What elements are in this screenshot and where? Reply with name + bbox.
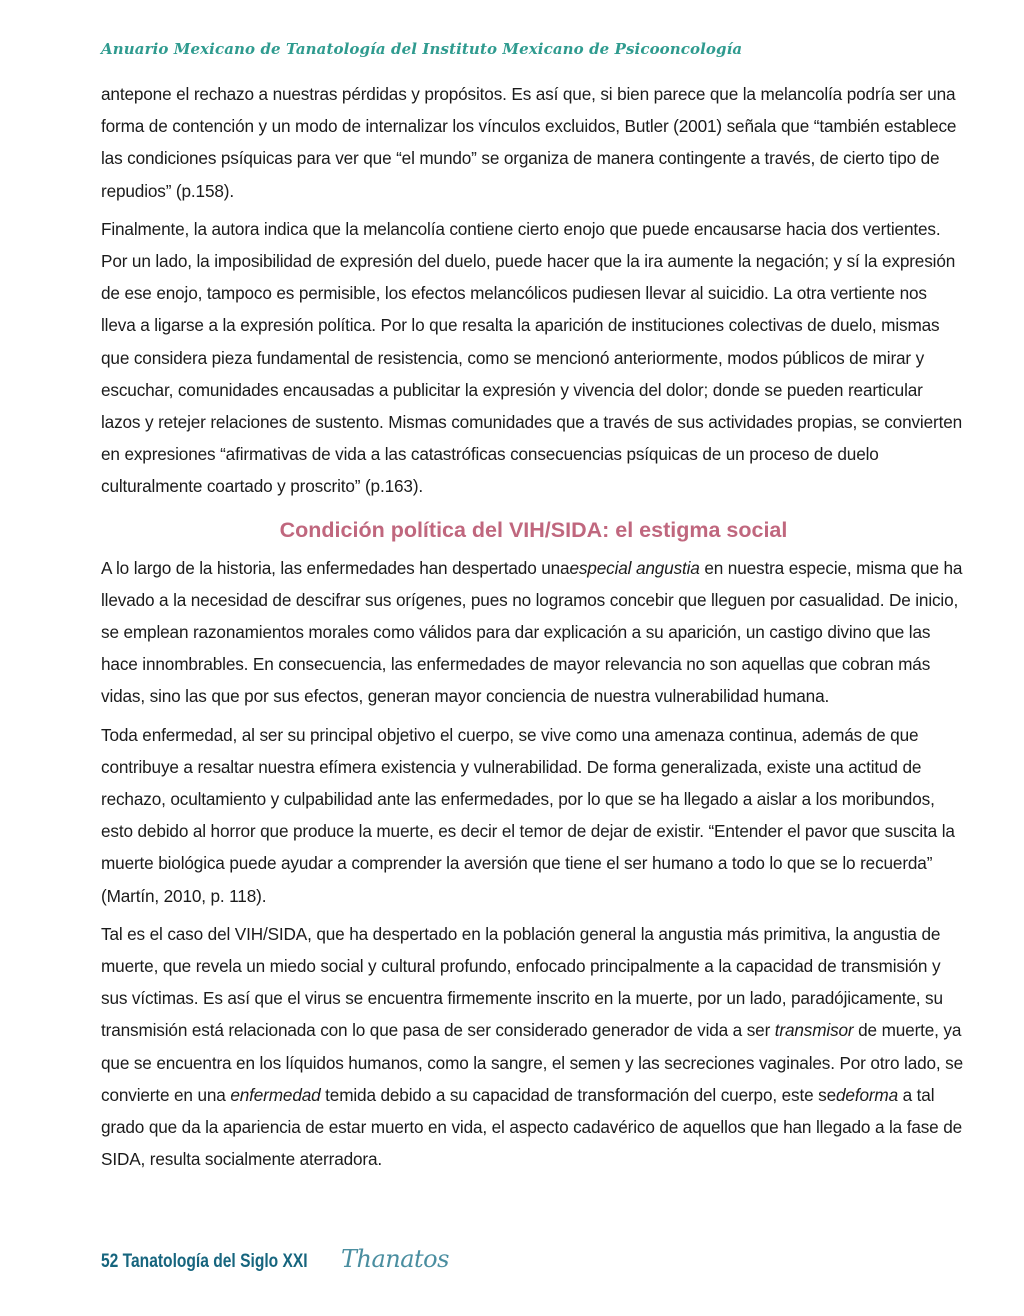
paragraph-3-emphasis: especial angustia <box>569 557 700 578</box>
paragraph-3-text-a: A lo largo de la historia, las enfermedades han despertado una <box>101 557 570 578</box>
paragraph-5-emphasis-enfermedad: enfermedad <box>230 1084 321 1105</box>
page-number-label: 52 Tanatología del Siglo XXI <box>101 1251 308 1272</box>
paragraph-5-emphasis-transmisor: transmisor <box>774 1020 854 1041</box>
paragraph-5-emphasis-deforma: deforma <box>836 1084 899 1105</box>
page-footer <box>101 1245 449 1273</box>
paragraph-3-text-b: en nuestra especie, misma que ha llevado a la necesidad de descifrar sus orígenes, pues no logramos concebir que lleguen por casualidad. De inicio, se emplean razonamientos morales como válidos para dar explicación a su aparición, un castigo divino que las hace innombrables. En consecuencia, las enfermedades de mayor relevancia no son aquellas que cobran más vidas, sino las que por sus efectos, generan mayor conciencia de nuestra vulnerabilidad humana. <box>101 557 963 707</box>
section-title: Condición política del VIH/SIDA: el estigma social <box>279 517 788 542</box>
paragraph-5-text-b: de muerte, ya que se encuentra en los líquidos humanos, como la sangre, el semen y las secreciones vaginales. Por otro lado, se convierte en una <box>101 1020 964 1105</box>
paragraph-1: antepone el rechazo a nuestras pérdidas y propósitos. Es así que, si bien parece que la melancolía podría ser una forma de contención y un modo de internalizar los vínculos excluidos, Butler (2001) señala que “también establece las condiciones psíquicas para ver que “el mundo” se organiza de manera contingente a través, de cierto tipo de repudios” (p.158). <box>101 84 957 201</box>
paragraph-5 <box>101 918 966 1176</box>
paragraph-3 <box>101 552 966 713</box>
paragraph-5-text-c: temida debido a su capacidad de transformación del cuerpo, este se <box>320 1084 836 1105</box>
paragraph-5-text-d: a tal grado que da la apariencia de estar muerto en vida, el aspecto cadavérico de aquellos que han llegado a la fase de SIDA, resulta socialmente aterradora. <box>101 1084 963 1170</box>
paragraph-4: Toda enfermedad, al ser su principal objetivo el cuerpo, se vive como una amenaza continua, además de que contribuye a resaltar nuestra efímera existencia y vulnerabilidad. De forma generalizada, existe una actitud de rechazo, ocultamiento y culpabilidad ante las enfermedades, por lo que se ha llegado a aislar a los moribundos, esto debido al horror que produce la muerte, es decir el temor de dejar de existir. “Entender el pavor que suscita la muerte biológica puede ayudar a comprender la aversión que tiene el ser humano a todo lo que se lo recuerda” (Martín, 2010, p. 118). <box>101 724 955 906</box>
article-body <box>101 78 966 1182</box>
running-header: Anuario Mexicano de Tanatología del Instituto Mexicano de Psicooncología <box>101 40 743 58</box>
thanatos-logo: Thanatos <box>340 1245 449 1273</box>
paragraph-2: Finalmente, la autora indica que la melancolía contiene cierto enojo que puede encausarse hacia dos vertientes. Por un lado, la imposibilidad de expresión del duelo, puede hacer que la ira aumente la negación; y sí la expresión de ese enojo, tampoco es permisible, los efectos melancólicos pudiesen llevar al suicidio. La otra vertiente nos lleva a ligarse a la expresión política. Por lo que resalta la aparición de instituciones colectivas de duelo, mismas que considera pieza fundamental de resistencia, como se mencionó anteriormente, modos públicos de mirar y escuchar, comunidades encausadas a publicitar la expresión y vivencia del dolor; donde se pueden rearticular lazos y retejer relaciones de sustento. Mismas comunidades que a través de sus actividades propias, se convierten en expresiones “afirmativas de vida a las catastróficas consecuencias psíquicas de un proceso de duelo culturalmente coartado y proscrito” (p.163). <box>101 218 963 497</box>
paragraph-5-text-a: Tal es el caso del VIH/SIDA, que ha despertado en la población general la angustia más primitiva, la angustia de muerte, que revela un miedo social y cultural profundo, enfocado principalmente a la capacidad de transmisión y sus víctimas. Es así que el virus se encuentra firmemente inscrito en la muerte, por un lado, paradójicamente, su transmisión está relacionada con lo que pasa de ser considerado generador de vida a ser <box>101 923 943 1041</box>
